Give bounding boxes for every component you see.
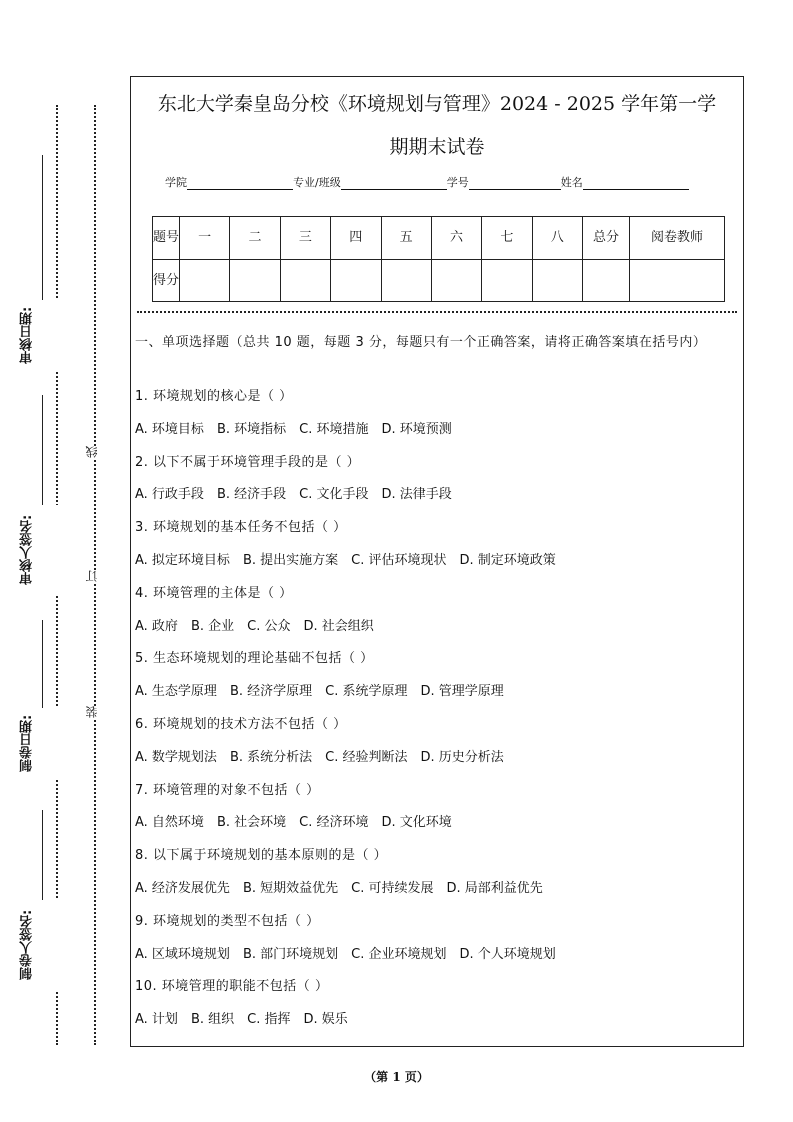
option: C. 系统学原理	[325, 684, 408, 700]
dotted-separator	[137, 311, 737, 313]
option: B. 组织	[190, 1012, 235, 1028]
question-2: 2. 以下不属于环境管理手段的是（ ）	[135, 454, 361, 470]
question-10-options	[135, 1008, 735, 1041]
question-2-options	[135, 483, 735, 516]
grader-cell	[630, 259, 725, 302]
page-number: （第 1 页）	[364, 1070, 429, 1084]
score-col-7: 七	[482, 217, 532, 260]
option: A. 区域环境规划	[135, 946, 230, 962]
reviewer-date-label: 审核日期:	[18, 300, 58, 370]
option: C. 环境措施	[299, 421, 369, 437]
question-8-options	[135, 877, 735, 910]
option: D. 环境预测	[381, 421, 452, 437]
question-9: 9. 环境规划的类型不包括（ ）	[135, 913, 320, 929]
option: A. 经济发展优先	[135, 880, 230, 896]
question-7-options	[135, 811, 735, 844]
option: B. 环境指标	[216, 421, 287, 437]
major-class-field[interactable]	[341, 177, 447, 190]
score-col-2: 二	[230, 217, 280, 260]
signature-line	[42, 620, 43, 708]
score-table-score-row	[153, 259, 725, 302]
option: A. 行政手段	[135, 487, 204, 503]
total-score-label: 总分	[583, 217, 630, 260]
score-cell	[230, 259, 280, 302]
name-field[interactable]	[583, 177, 689, 190]
option: A. 政府	[135, 618, 178, 634]
binding-margin	[0, 0, 125, 1122]
option: A. 拟定环境目标	[135, 552, 230, 568]
option: D. 法律手段	[381, 487, 452, 503]
score-col-1: 一	[180, 217, 230, 260]
option: C. 经验判断法	[325, 749, 408, 765]
score-label: 得分	[153, 259, 180, 302]
score-cell	[431, 259, 481, 302]
maker-signature-label: 制卷人签名:	[18, 900, 58, 990]
question-1: 1. 环境规划的核心是（ ）	[135, 389, 293, 404]
question-9-options	[135, 943, 735, 976]
score-col-5: 五	[381, 217, 431, 260]
question-10: 10. 环境管理的职能不包括（ ）	[135, 979, 329, 995]
option: D. 娱乐	[303, 1012, 348, 1028]
question-7: 7. 环境管理的对象不包括（ ）	[135, 782, 320, 798]
score-cell	[280, 259, 330, 302]
signature-line	[42, 395, 43, 505]
score-cell	[331, 259, 381, 302]
option: C. 企业环境规划	[351, 946, 447, 962]
option: D. 社会组织	[303, 618, 374, 634]
option: D. 管理学原理	[420, 684, 504, 700]
score-col-4: 四	[331, 217, 381, 260]
option: D. 文化环境	[381, 815, 452, 831]
option: B. 企业	[190, 618, 235, 634]
option: C. 公众	[247, 618, 291, 634]
option: B. 社会环境	[216, 815, 287, 831]
signature-line	[42, 810, 43, 900]
score-cell	[180, 259, 230, 302]
score-cell	[482, 259, 532, 302]
option: B. 经济学原理	[229, 684, 313, 700]
exam-title-cont: 期期末试卷	[389, 136, 485, 158]
option: C. 可持续发展	[351, 880, 434, 896]
section-title: 一、单项选择题（总共 10 题，每题 3 分，每题只有一个正确答案，请将正确答案填在括号内）	[135, 335, 707, 350]
option: C. 评估环境现状	[351, 552, 447, 568]
maker-date-label: 制卷日期:	[18, 708, 58, 778]
question-4-options	[135, 615, 735, 648]
option: D. 制定环境政策	[459, 552, 556, 568]
option: B. 短期效益优先	[242, 880, 339, 896]
question-5: 5. 生态环境规划的理论基础不包括（ ）	[135, 651, 374, 667]
score-table-header-row	[153, 217, 725, 260]
option: A. 数学规划法	[135, 749, 217, 765]
cut-mark-bind: 订	[84, 570, 104, 582]
student-info	[165, 174, 689, 190]
option: B. 系统分析法	[229, 749, 313, 765]
cut-mark-line: 线	[84, 446, 104, 458]
score-cell	[532, 259, 582, 302]
major-class-label: 专业/班级	[293, 176, 341, 189]
score-col-8: 八	[532, 217, 582, 260]
option: D. 个人环境规划	[459, 946, 556, 962]
option: A. 计划	[135, 1012, 178, 1028]
option: C. 文化手段	[299, 487, 369, 503]
student-id-field[interactable]	[469, 177, 561, 190]
college-field[interactable]	[187, 177, 293, 190]
question-8: 8. 以下属于环境规划的基本原则的是（ ）	[135, 848, 388, 864]
score-col-6: 六	[431, 217, 481, 260]
score-table	[152, 216, 725, 302]
grader-label: 阅卷教师	[630, 217, 725, 260]
option: D. 局部利益优先	[446, 880, 543, 896]
score-col-3: 三	[280, 217, 330, 260]
option: D. 历史分析法	[420, 749, 504, 765]
total-score-cell	[583, 259, 630, 302]
question-6: 6. 环境规划的技术方法不包括（ ）	[135, 716, 347, 732]
signature-line	[42, 155, 43, 300]
option: C. 经济环境	[299, 815, 369, 831]
name-label: 姓名	[560, 176, 583, 189]
option: A. 生态学原理	[135, 684, 217, 700]
question-3-options	[135, 549, 735, 582]
question-5-options	[135, 680, 735, 713]
option: C. 指挥	[247, 1012, 291, 1028]
student-id-label: 学号	[446, 176, 469, 189]
question-list	[135, 385, 735, 1041]
option: A. 自然环境	[135, 815, 204, 831]
option: A. 环境目标	[135, 421, 204, 437]
question-3: 3. 环境规划的基本任务不包括（ ）	[135, 520, 347, 536]
question-1-options	[135, 418, 735, 451]
question-6-options	[135, 746, 735, 779]
option: B. 提出实施方案	[242, 552, 339, 568]
question-4: 4. 环境管理的主体是（ ）	[135, 585, 293, 601]
exam-frame	[130, 76, 744, 1047]
cut-mark-install: 装	[84, 706, 104, 718]
option: B. 部门环境规划	[242, 946, 339, 962]
option: B. 经济手段	[216, 487, 287, 503]
score-cell	[381, 259, 431, 302]
college-label: 学院	[165, 176, 187, 189]
exam-title: 东北大学秦皇岛分校《环境规划与管理》2024 - 2025 学年第一学	[157, 93, 717, 115]
reviewer-signature-label: 审核人签名:	[18, 505, 58, 595]
question-number-label: 题号	[153, 217, 180, 260]
